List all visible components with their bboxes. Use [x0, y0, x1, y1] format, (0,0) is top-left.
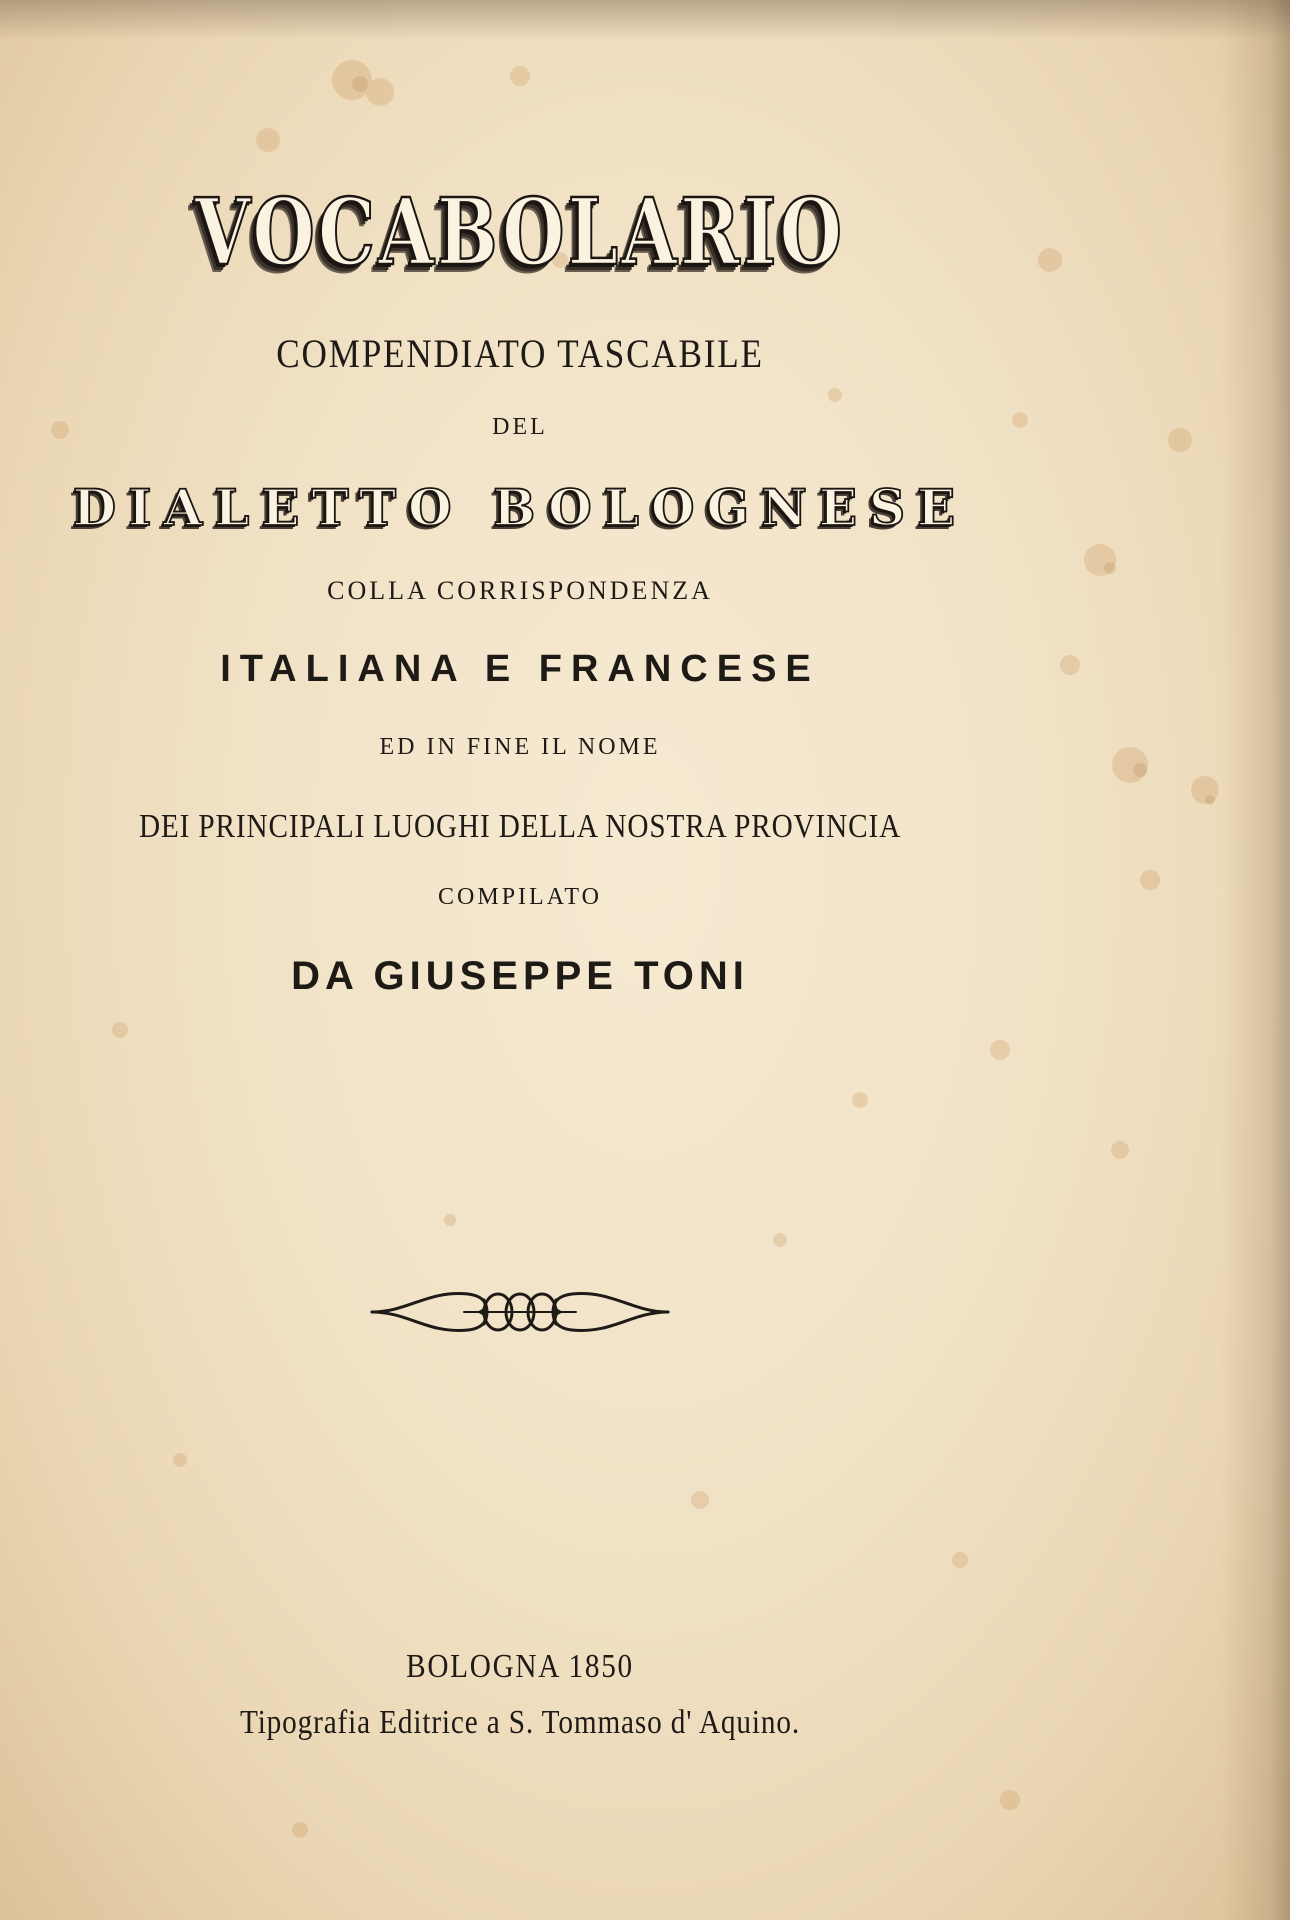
worn-right-edge: [1220, 0, 1290, 1920]
compiled-line: COMPILATO: [438, 884, 602, 910]
scroll-ornament-icon: [368, 1278, 672, 1342]
addendum-line: ED IN FINE IL NOME: [379, 734, 661, 760]
imprint-place-year: BOLOGNA 1850: [406, 1648, 634, 1685]
imprint-printer: Tipografia Editrice a S. Tommaso d' Aquino.: [240, 1704, 800, 1741]
places-line: DEI PRINCIPALI LUOGHI DELLA NOSTRA PROVINCIA: [138, 808, 902, 845]
author-line: DA GIUSEPPE TONI: [291, 954, 749, 998]
correspondence-line: COLLA CORRISPONDENZA: [327, 576, 713, 605]
main-title: VOCABOLARIO: [194, 178, 846, 286]
top-edge-shadow: [0, 0, 1290, 40]
connector-text: DEL: [492, 414, 548, 440]
languages-line: ITALIANA E FRANCESE: [220, 648, 820, 690]
subtitle: COMPENDIATO TASCABILE: [276, 331, 764, 376]
dialect-title: DIALETTO BOLOGNESE: [72, 478, 968, 537]
